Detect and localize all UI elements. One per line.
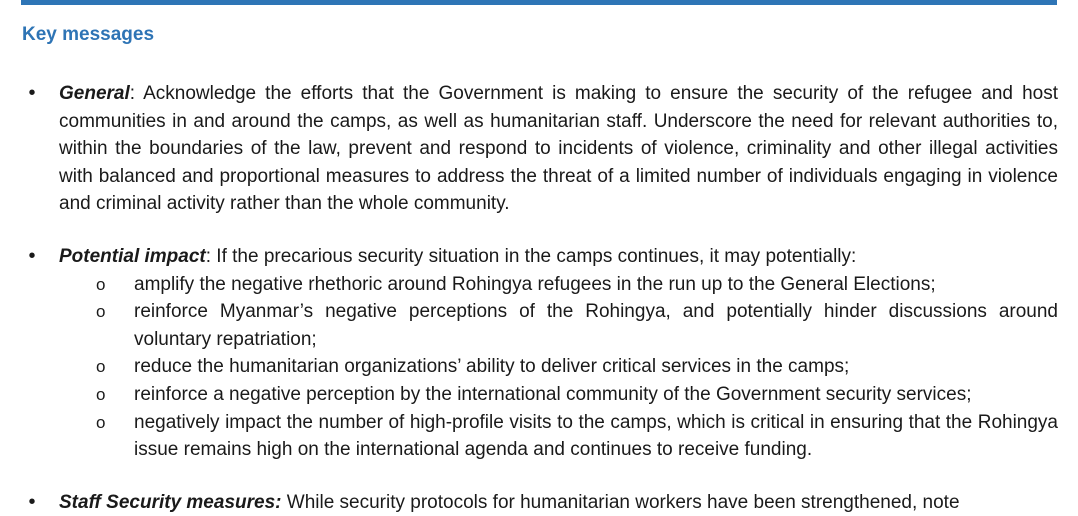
list-item	[0, 381, 1078, 409]
key-messages-list	[0, 80, 1078, 516]
sub-bullet-glyph: o	[96, 412, 106, 432]
bullet-text: Acknowledge the efforts that the Government is making to ensure the security of the refugee and host communities in and around the camps, as well as humanitarian staff. Underscore the need for relevant authorities to, within the boundaries of the law, prevent and respond to incidents of violence, criminality and other illegal activities with balanced and proportional measures to address the threat of a limited number of individuals engaging in violence and criminal activity rather than the whole community.	[59, 83, 1058, 215]
bullet-label: General	[59, 83, 130, 104]
bullet-label-suffix: :	[205, 245, 212, 267]
bullet-staff-security	[0, 489, 1078, 516]
bullet-label: Potential impact	[59, 245, 206, 267]
sub-bullet-glyph: o	[96, 274, 106, 294]
bullet-text: If the precarious security situation in the camps continues, it may potentially:	[211, 245, 857, 267]
bullet-label: Staff Security measures:	[59, 491, 282, 513]
sub-item-text: reinforce a negative perception by the international community of the Government security services;	[134, 383, 972, 405]
sub-item-text: reinforce Myanmar’s negative perceptions of the Rohingya, and potentially hinder discussions around voluntary repatriation;	[134, 301, 1058, 350]
sub-bullet-glyph: o	[96, 302, 106, 322]
sub-bullet-glyph: o	[96, 384, 106, 404]
sub-item-text: reduce the humanitarian organizations’ ability to deliver critical services in the camps;	[134, 356, 850, 378]
bullet-dot: •	[28, 82, 36, 104]
bullet-potential-impact	[0, 243, 1078, 271]
bullet-dot: •	[28, 244, 36, 267]
list-item	[0, 353, 1078, 381]
bullet-dot: •	[28, 490, 36, 513]
sub-bullet-glyph: o	[96, 357, 106, 377]
list-item	[0, 409, 1078, 464]
bullet-general	[0, 80, 1078, 218]
top-rule	[21, 0, 1057, 5]
impact-sublist	[0, 271, 1078, 464]
bullet-label-suffix: :	[129, 83, 136, 104]
list-item	[0, 298, 1078, 353]
section-heading: Key messages	[22, 24, 155, 45]
list-item	[0, 271, 1078, 299]
sub-item-text: amplify the negative rhethoric around Rohingya refugees in the run up to the General Elections;	[134, 273, 936, 295]
bullet-text: While security protocols for humanitarian workers have been strengthened, note	[281, 491, 960, 513]
sub-item-text: negatively impact the number of high-profile visits to the camps, which is critical in ensuring that the Rohingya issue remains high on the international agenda and continues to receive funding.	[134, 411, 1058, 461]
